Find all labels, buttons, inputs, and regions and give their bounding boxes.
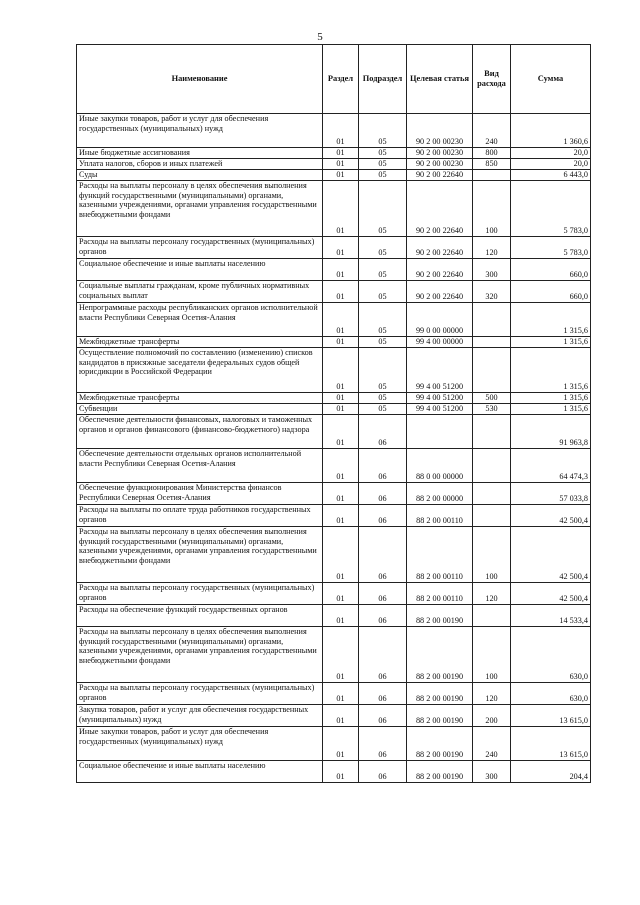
cell-sum: 630,0 <box>511 627 591 683</box>
cell-sum: 42 500,4 <box>511 583 591 605</box>
cell-target: 99 4 00 51200 <box>407 404 473 415</box>
cell-type: 500 <box>473 393 511 404</box>
cell-sum: 660,0 <box>511 259 591 281</box>
cell-type <box>473 415 511 449</box>
cell-subsection: 06 <box>359 705 407 727</box>
cell-target: 88 2 00 00190 <box>407 683 473 705</box>
cell-target: 88 2 00 00110 <box>407 505 473 527</box>
cell-name: Расходы на выплаты персоналу в целях обеспечения выполнения функций государственными (муниципальными) органами, казенными учреждениями, органами управления государственными внебюджетными фондами <box>77 181 323 237</box>
cell-target: 88 2 00 00110 <box>407 527 473 583</box>
cell-type: 200 <box>473 705 511 727</box>
cell-name: Обеспечение деятельности отдельных органов исполнительной власти Республики Северная Осетия-Алания <box>77 449 323 483</box>
cell-name: Расходы на выплаты персоналу государственных (муниципальных) органов <box>77 583 323 605</box>
table-row <box>77 181 591 237</box>
cell-subsection: 05 <box>359 148 407 159</box>
cell-target: 90 2 00 00230 <box>407 114 473 148</box>
cell-name: Обеспечение функционирования Министерства финансов Республики Северная Осетия-Алания <box>77 483 323 505</box>
table-row <box>77 159 591 170</box>
table-row <box>77 404 591 415</box>
cell-sum: 5 783,0 <box>511 181 591 237</box>
cell-name: Закупка товаров, работ и услуг для обеспечения государственных (муниципальных) нужд <box>77 705 323 727</box>
cell-type <box>473 505 511 527</box>
cell-section: 01 <box>323 348 359 393</box>
cell-target: 90 2 00 00230 <box>407 148 473 159</box>
cell-name: Непрограммные расходы республиканских органов исполнительной власти Республики Северная Осетия-Алания <box>77 303 323 337</box>
table-row <box>77 337 591 348</box>
cell-section: 01 <box>323 483 359 505</box>
header-row <box>77 45 591 114</box>
cell-sum: 1 315,6 <box>511 348 591 393</box>
cell-subsection: 06 <box>359 627 407 683</box>
table-row <box>77 148 591 159</box>
page-number: 5 <box>317 31 323 43</box>
cell-name: Межбюджетные трансферты <box>77 337 323 348</box>
cell-subsection: 05 <box>359 348 407 393</box>
table-row <box>77 348 591 393</box>
cell-target: 99 4 00 51200 <box>407 348 473 393</box>
cell-type: 800 <box>473 148 511 159</box>
cell-type: 100 <box>473 181 511 237</box>
cell-name: Субвенции <box>77 404 323 415</box>
cell-name: Суды <box>77 170 323 181</box>
cell-name: Социальное обеспечение и иные выплаты населению <box>77 259 323 281</box>
cell-section: 01 <box>323 281 359 303</box>
cell-type <box>473 303 511 337</box>
cell-name: Осуществление полномочий по составлению (изменению) списков кандидатов в присяжные заседатели федеральных судов общей юрисдикции в Российской Федерации <box>77 348 323 393</box>
cell-sum: 13 615,0 <box>511 727 591 761</box>
cell-type: 300 <box>473 761 511 783</box>
cell-subsection: 06 <box>359 505 407 527</box>
cell-section: 01 <box>323 159 359 170</box>
cell-section: 01 <box>323 181 359 237</box>
cell-target: 99 0 00 00000 <box>407 303 473 337</box>
cell-target: 90 2 00 00230 <box>407 159 473 170</box>
cell-target: 90 2 00 22640 <box>407 170 473 181</box>
cell-target: 90 2 00 22640 <box>407 259 473 281</box>
table-row <box>77 583 591 605</box>
cell-name: Социальное обеспечение и иные выплаты населению <box>77 761 323 783</box>
cell-subsection: 05 <box>359 159 407 170</box>
cell-section: 01 <box>323 259 359 281</box>
cell-name: Расходы на выплаты по оплате труда работников государственных органов <box>77 505 323 527</box>
cell-sum: 91 963,8 <box>511 415 591 449</box>
cell-target: 99 4 00 51200 <box>407 393 473 404</box>
cell-subsection: 05 <box>359 237 407 259</box>
cell-type <box>473 605 511 627</box>
cell-type: 240 <box>473 727 511 761</box>
cell-type: 120 <box>473 583 511 605</box>
cell-subsection: 06 <box>359 727 407 761</box>
cell-type <box>473 348 511 393</box>
cell-type: 100 <box>473 627 511 683</box>
cell-sum: 1 360,6 <box>511 114 591 148</box>
cell-section: 01 <box>323 415 359 449</box>
cell-section: 01 <box>323 337 359 348</box>
cell-section: 01 <box>323 761 359 783</box>
table-row <box>77 761 591 783</box>
cell-section: 01 <box>323 449 359 483</box>
cell-sum: 20,0 <box>511 159 591 170</box>
cell-subsection: 06 <box>359 483 407 505</box>
header-sum: Сумма <box>511 45 591 114</box>
table-row <box>77 527 591 583</box>
cell-sum: 630,0 <box>511 683 591 705</box>
cell-name: Иные закупки товаров, работ и услуг для обеспечения государственных (муниципальных) нужд <box>77 727 323 761</box>
cell-subsection: 06 <box>359 683 407 705</box>
table-row <box>77 605 591 627</box>
cell-name: Расходы на выплаты персоналу в целях обеспечения выполнения функций государственными (муниципальными) органами, казенными учреждениями, органами управления государственными внебюджетными фондами <box>77 627 323 683</box>
cell-target: 88 2 00 00190 <box>407 705 473 727</box>
cell-name: Иные бюджетные ассигнования <box>77 148 323 159</box>
cell-subsection: 06 <box>359 605 407 627</box>
header-type: Вид расхода <box>473 45 511 114</box>
header-section: Раздел <box>323 45 359 114</box>
cell-target: 90 2 00 22640 <box>407 237 473 259</box>
cell-name: Межбюджетные трансферты <box>77 393 323 404</box>
cell-sum: 64 474,3 <box>511 449 591 483</box>
cell-sum: 1 315,6 <box>511 404 591 415</box>
cell-subsection: 05 <box>359 114 407 148</box>
cell-name: Обеспечение деятельности финансовых, налоговых и таможенных органов и органов финансового (финансово-бюджетного) надзора <box>77 415 323 449</box>
cell-section: 01 <box>323 148 359 159</box>
cell-section: 01 <box>323 583 359 605</box>
cell-sum: 42 500,4 <box>511 505 591 527</box>
cell-target: 88 2 00 00190 <box>407 761 473 783</box>
budget-table <box>76 44 591 783</box>
cell-name: Социальные выплаты гражданам, кроме публичных нормативных социальных выплат <box>77 281 323 303</box>
table-row <box>77 627 591 683</box>
cell-type: 240 <box>473 114 511 148</box>
cell-subsection: 06 <box>359 583 407 605</box>
cell-target: 88 2 00 00110 <box>407 583 473 605</box>
cell-type: 530 <box>473 404 511 415</box>
cell-target: 88 0 00 00000 <box>407 449 473 483</box>
cell-type <box>473 483 511 505</box>
cell-name: Уплата налогов, сборов и иных платежей <box>77 159 323 170</box>
cell-section: 01 <box>323 237 359 259</box>
header-name: Наименование <box>77 45 323 114</box>
cell-type <box>473 449 511 483</box>
table-row <box>77 114 591 148</box>
table-row <box>77 505 591 527</box>
table-row <box>77 393 591 404</box>
cell-section: 01 <box>323 605 359 627</box>
table-row <box>77 449 591 483</box>
cell-type <box>473 337 511 348</box>
cell-sum: 57 033,8 <box>511 483 591 505</box>
cell-target: 88 2 00 00000 <box>407 483 473 505</box>
cell-subsection: 05 <box>359 393 407 404</box>
cell-name: Расходы на выплаты персоналу в целях обеспечения выполнения функций государственными (муниципальными) органами, казенными учреждениями, органами управления государственными внебюджетными фондами <box>77 527 323 583</box>
cell-subsection: 06 <box>359 761 407 783</box>
table-row <box>77 705 591 727</box>
cell-section: 01 <box>323 683 359 705</box>
cell-name: Расходы на обеспечение функций государственных органов <box>77 605 323 627</box>
table-row <box>77 281 591 303</box>
cell-sum: 660,0 <box>511 281 591 303</box>
cell-section: 01 <box>323 505 359 527</box>
cell-subsection: 05 <box>359 181 407 237</box>
cell-sum: 1 315,6 <box>511 393 591 404</box>
cell-target: 88 2 00 00190 <box>407 627 473 683</box>
cell-type <box>473 170 511 181</box>
cell-type: 120 <box>473 683 511 705</box>
table-row <box>77 170 591 181</box>
cell-section: 01 <box>323 705 359 727</box>
cell-section: 01 <box>323 627 359 683</box>
cell-type: 850 <box>473 159 511 170</box>
cell-target: 88 2 00 00190 <box>407 727 473 761</box>
cell-subsection: 06 <box>359 527 407 583</box>
cell-target: 90 2 00 22640 <box>407 281 473 303</box>
cell-section: 01 <box>323 393 359 404</box>
table-row <box>77 237 591 259</box>
cell-name: Расходы на выплаты персоналу государственных (муниципальных) органов <box>77 237 323 259</box>
cell-sum: 14 533,4 <box>511 605 591 627</box>
cell-subsection: 05 <box>359 303 407 337</box>
header-subsection: Подраздел <box>359 45 407 114</box>
table-row <box>77 303 591 337</box>
cell-subsection: 05 <box>359 281 407 303</box>
table-row <box>77 259 591 281</box>
cell-target: 99 4 00 00000 <box>407 337 473 348</box>
table-row <box>77 683 591 705</box>
cell-subsection: 06 <box>359 449 407 483</box>
cell-section: 01 <box>323 303 359 337</box>
cell-sum: 13 615,0 <box>511 705 591 727</box>
cell-sum: 20,0 <box>511 148 591 159</box>
table-row <box>77 415 591 449</box>
cell-section: 01 <box>323 727 359 761</box>
cell-target: 90 2 00 22640 <box>407 181 473 237</box>
cell-section: 01 <box>323 170 359 181</box>
cell-sum: 5 783,0 <box>511 237 591 259</box>
cell-sum: 1 315,6 <box>511 303 591 337</box>
cell-subsection: 05 <box>359 259 407 281</box>
cell-sum: 6 443,0 <box>511 170 591 181</box>
cell-sum: 1 315,6 <box>511 337 591 348</box>
cell-name: Расходы на выплаты персоналу государственных (муниципальных) органов <box>77 683 323 705</box>
cell-target: 88 2 00 00190 <box>407 605 473 627</box>
table-row <box>77 483 591 505</box>
cell-sum: 42 500,4 <box>511 527 591 583</box>
header-target: Целевая статья <box>407 45 473 114</box>
cell-target <box>407 415 473 449</box>
cell-section: 01 <box>323 114 359 148</box>
cell-subsection: 05 <box>359 337 407 348</box>
cell-sum: 204,4 <box>511 761 591 783</box>
cell-type: 320 <box>473 281 511 303</box>
cell-type: 300 <box>473 259 511 281</box>
cell-section: 01 <box>323 527 359 583</box>
cell-subsection: 05 <box>359 170 407 181</box>
table-row <box>77 727 591 761</box>
cell-type: 120 <box>473 237 511 259</box>
table-body <box>77 114 591 783</box>
cell-section: 01 <box>323 404 359 415</box>
cell-subsection: 05 <box>359 404 407 415</box>
cell-subsection: 06 <box>359 415 407 449</box>
cell-type: 100 <box>473 527 511 583</box>
cell-name: Иные закупки товаров, работ и услуг для обеспечения государственных (муниципальных) нужд <box>77 114 323 148</box>
